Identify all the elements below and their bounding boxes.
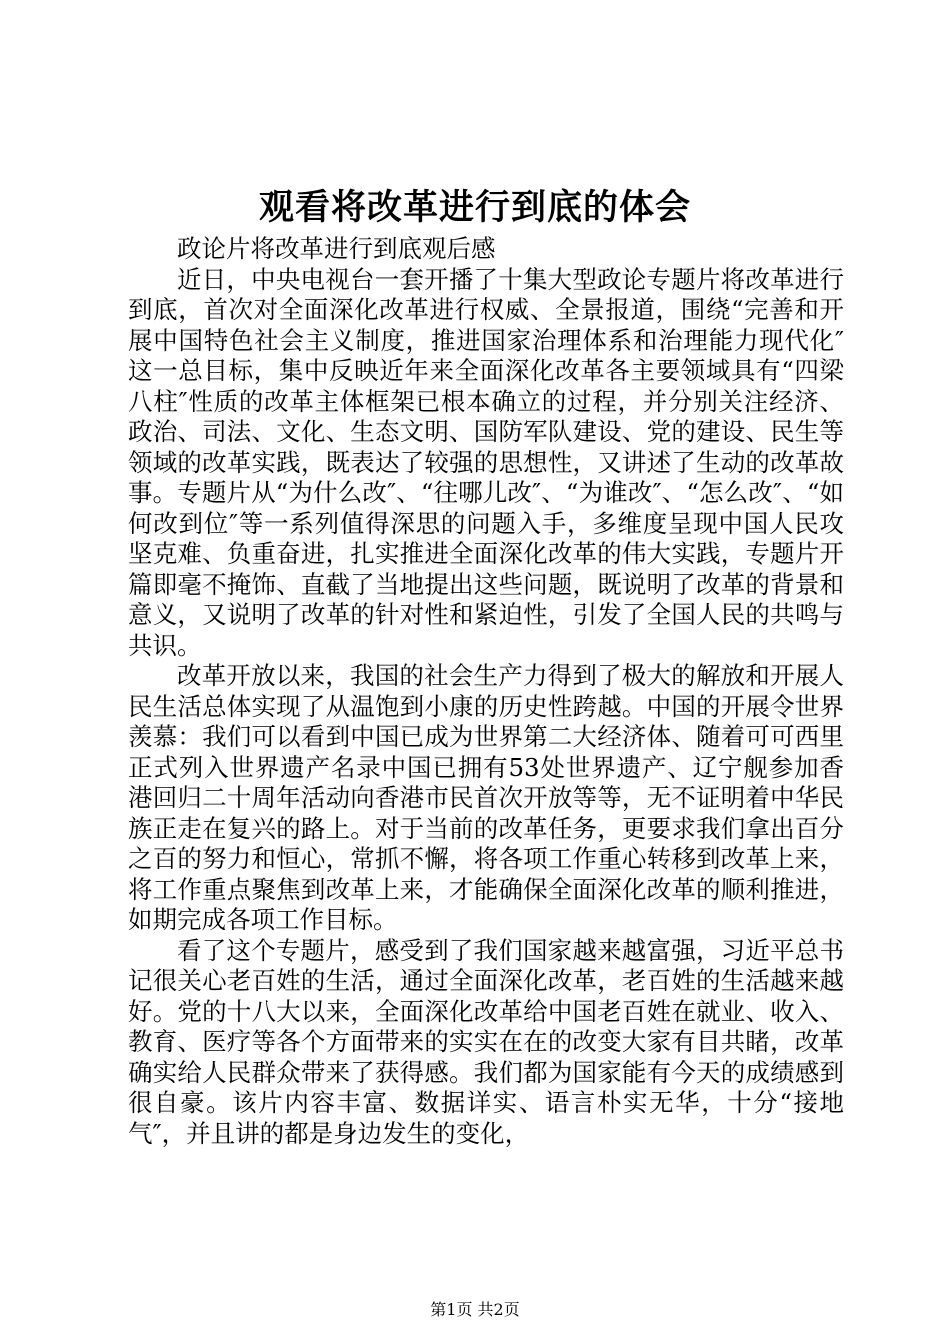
paragraph: 近日，中央电视台一套开播了十集大型政论专题片将改革进行到底，首次对全面深化改革进行权威、全景报道，围绕“完善和开展中国特色社会主义制度，推进国家治理体系和治理能力现代化″这一总目标，集中反映近年来全面深化改革各主要领域具有“四梁八柱″性质的改革主体框架已根本确立的过程，并分别关注经济、政治、司法、文化、生态文明、国防军队建设、党的建设、民生等领域的改革实践，既表达了较强的思想性，又讲述了生动的改革故事。专题片从“为什么改″、“往哪儿改″、“为谁改″、“怎么改″、“如何改到位″等一系列值得深思的问题入手，多维度呈现中国人民攻坚克难、负重奋进，扎实推进全面深化改革的伟大实践，专题片开篇即毫不掩饰、直截了当地提出这些问题，既说明了改革的背景和意义，又说明了改革的针对性和紧迫性，引发了全国人民的共鸣与共识。 <box>128 264 844 660</box>
paragraph-subtitle: 政论片将改革进行到底观后感 <box>177 234 496 263</box>
document-title: 观看将改革进行到底的体会 <box>258 188 691 228</box>
paragraph: 看了这个专题片，感受到了我们国家越来越富强，习近平总书记很关心老百姓的生活，通过全面深化改革，老百姓的生活越来越好。党的十八大以来，全面深化改革给中国老百姓在就业、收入、教育、医疗等各个方面带来的实实在在的改变大家有目共睹，改革确实给人民群众带来了获得感。我们都为国家能有今天的成绩感到很自豪。该片内容丰富、数据详实、语言朴实无华，十分“接地气″，并且讲的都是身边发生的变化， <box>128 935 844 1148</box>
document-body <box>128 234 844 1149</box>
paragraph: 改革开放以来，我国的社会生产力得到了极大的解放和开展人民生活总体实现了从温饱到小康的历史性跨越。中国的开展令世界羡慕：我们可以看到中国已成为世界第二大经济体、随着可可西里正式列入世界遗产名录中国已拥有53处世界遗产、辽宁舰参加香港回归二十周年活动向香港市民首次开放等等，无不证明着中华民族正走在复兴的路上。对于当前的改革任务，更要求我们拿出百分之百的努力和恒心，常抓不懈，将各项工作重心转移到改革上来，将工作重点聚焦到改革上来，才能确保全面深化改革的顺利推进，如期完成各项工作目标。 <box>128 661 844 934</box>
page-footer: 第1页 共2页 <box>430 1300 520 1319</box>
